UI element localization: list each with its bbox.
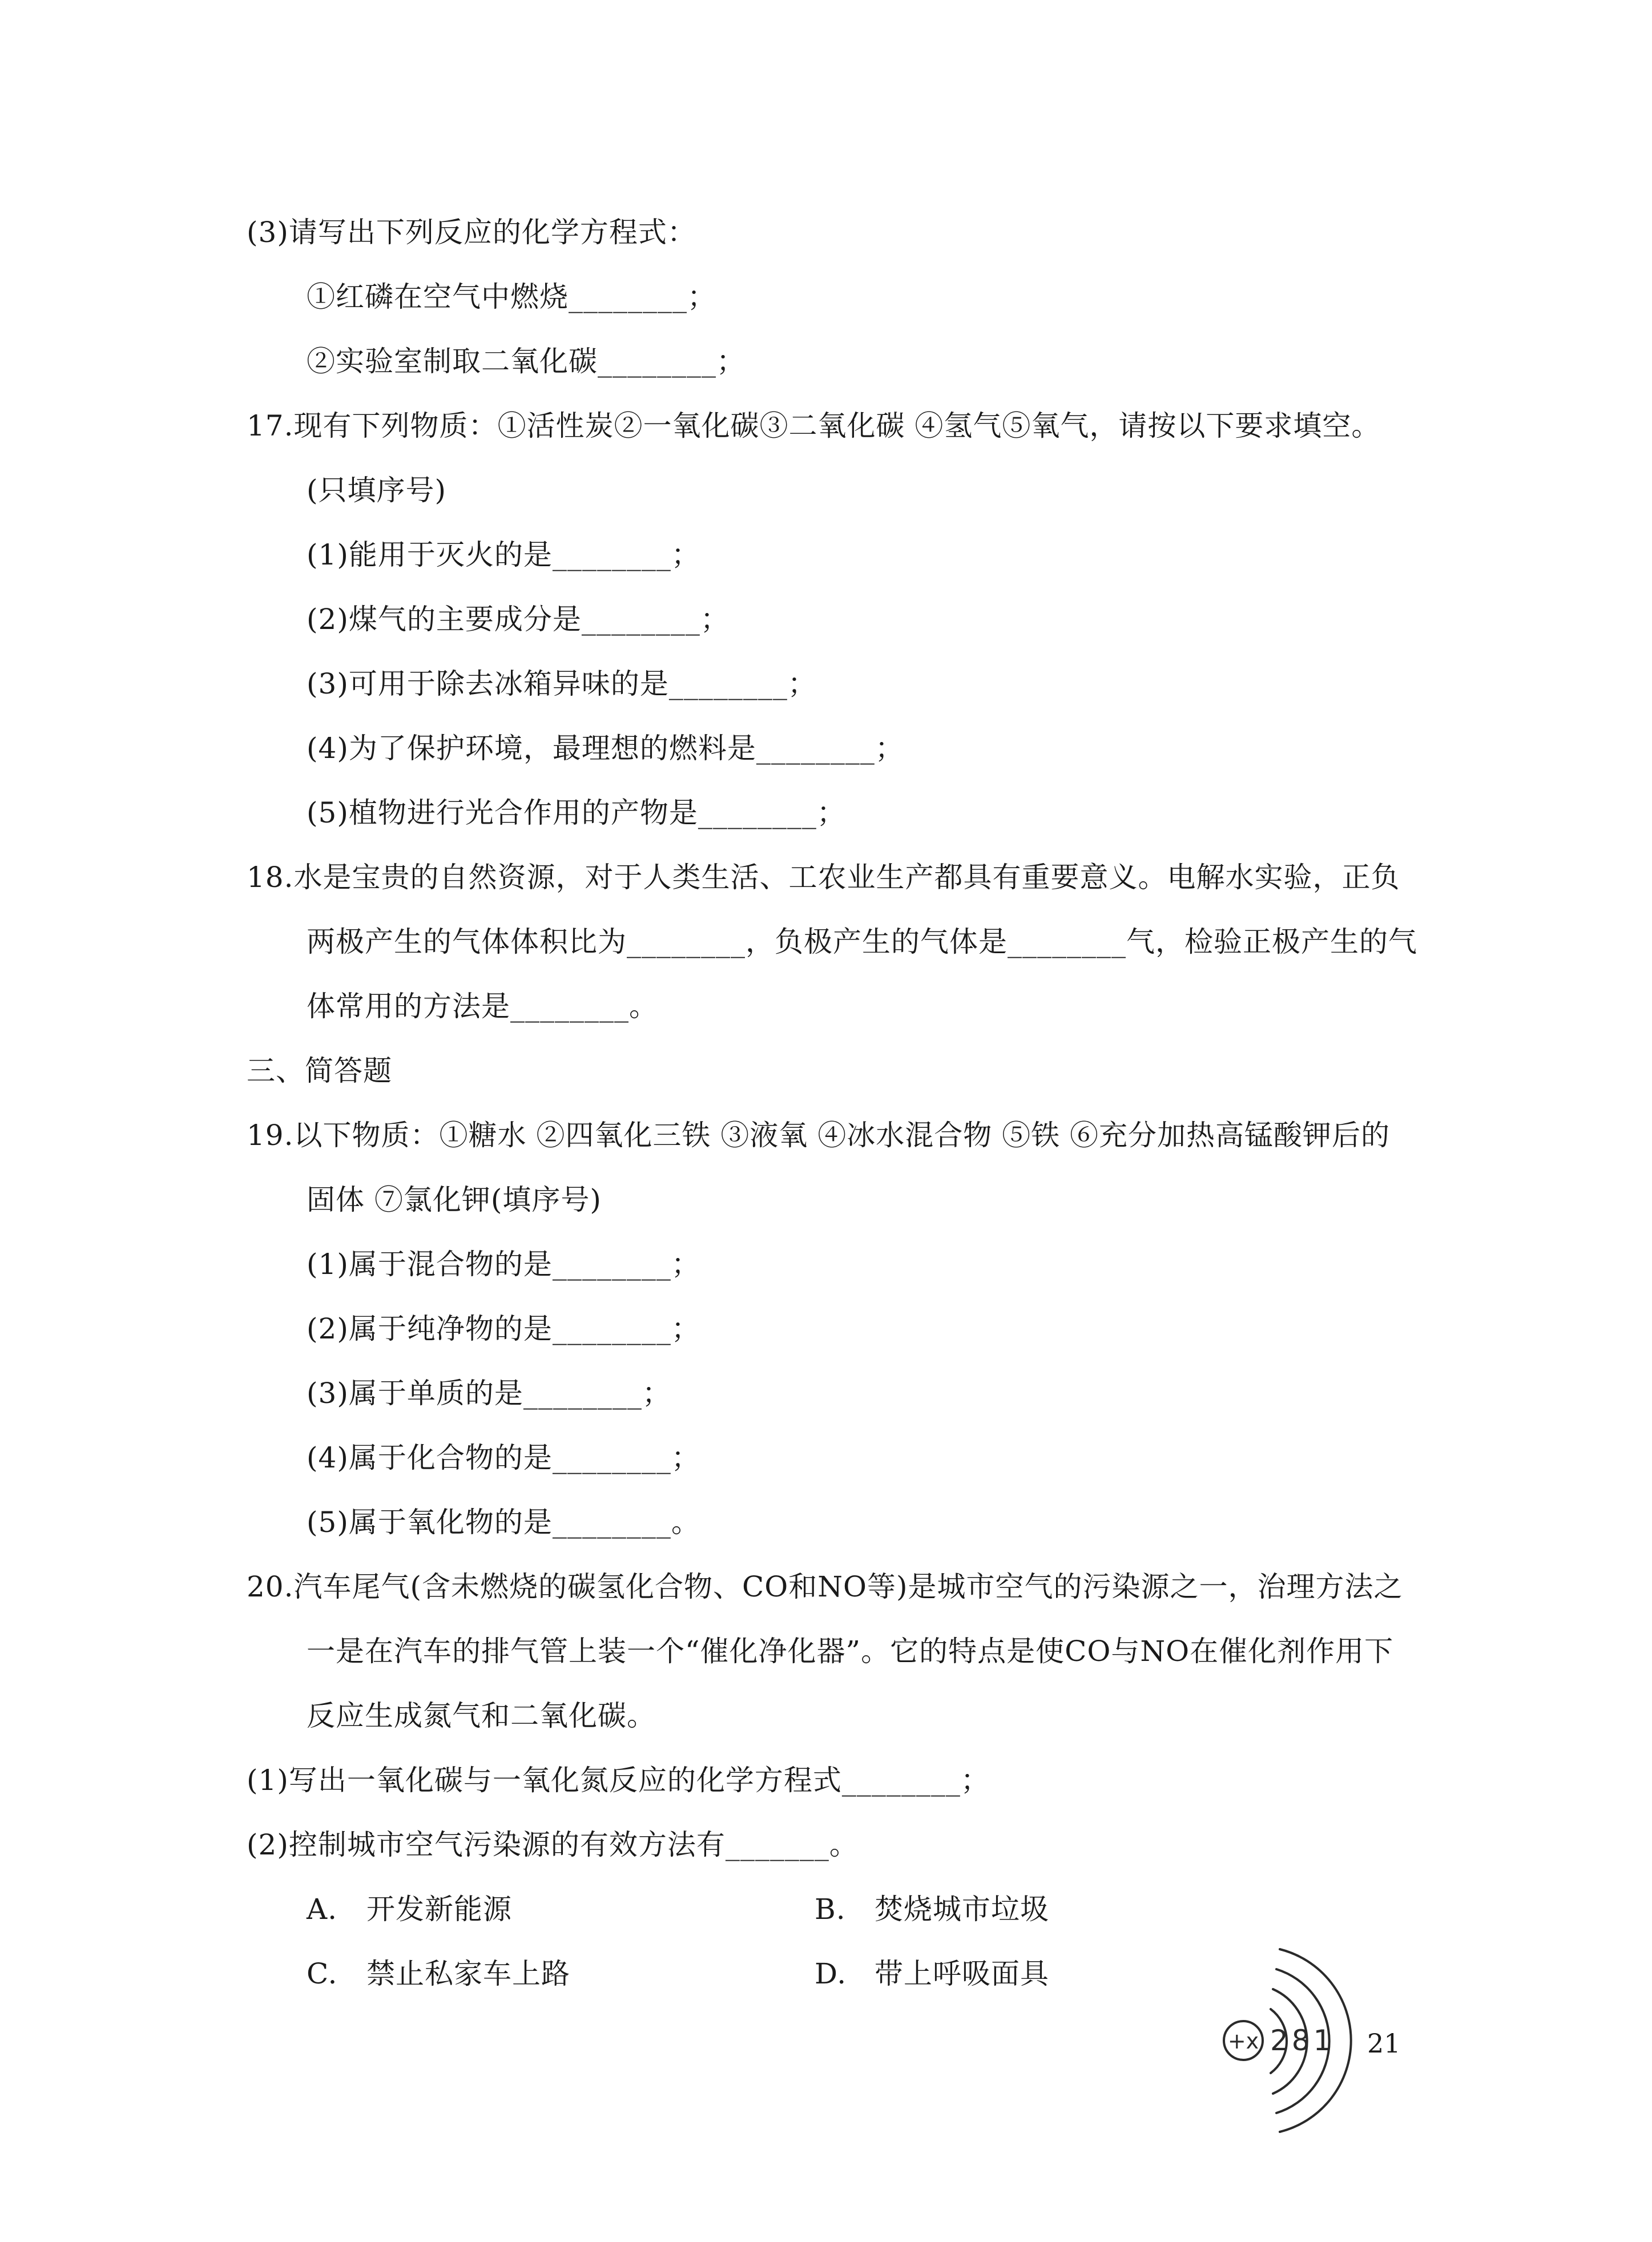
option-d-text: 带上呼吸面具	[875, 1957, 1049, 1990]
q17-2-blank: (2)煤气的主要成分是________；	[307, 603, 730, 636]
option-a-label: A.	[307, 1893, 338, 1926]
q19-stem: 19.以下物质：①糖水 ②四氧化三铁 ③液氧 ④冰水混合物 ⑤铁 ⑥充分加热高锰酸钾后的	[247, 1119, 1390, 1152]
option-d	[815, 1957, 1049, 1991]
q17-note: (只填序号)	[307, 474, 447, 507]
q18-line-3: 体常用的方法是________。	[307, 990, 658, 1023]
q20-line-3: 反应生成氮气和二氧化碳。	[307, 1699, 656, 1732]
option-d-label: D.	[815, 1957, 847, 1990]
q17-5-blank: (5)植物进行光合作用的产物是________；	[307, 796, 846, 829]
q20-2-blank: (2)控制城市空气污染源的有效方法有_______。	[247, 1828, 859, 1861]
q20-1-blank: (1)写出一氧化碳与一氧化氮反应的化学方程式________；	[247, 1764, 990, 1797]
q19-3-blank: (3)属于单质的是________；	[307, 1377, 671, 1410]
q17-4-blank: (4)为了保护环境，最理想的燃料是________；	[307, 732, 904, 765]
q19-5-blank: (5)属于氧化物的是________。	[307, 1506, 700, 1539]
option-b	[815, 1892, 1049, 1926]
q16-3-2-blank: ②实验室制取二氧化碳________；	[307, 345, 746, 378]
q20-line-2: 一是在汽车的排气管上装一个“催化净化器”。它的特点是使CO与NO在催化剂作用下	[307, 1635, 1394, 1668]
option-c-label: C.	[307, 1957, 338, 1990]
q19-4-blank: (4)属于化合物的是________；	[307, 1441, 700, 1474]
q17-stem: 17.现有下列物质：①活性炭②一氧化碳③二氧化碳 ④氢气⑤氧气，请按以下要求填空。	[247, 409, 1381, 442]
option-b-text: 焚烧城市垃圾	[875, 1893, 1049, 1926]
q16-3-prompt: (3)请写出下列反应的化学方程式：	[247, 216, 696, 249]
option-a-text: 开发新能源	[366, 1893, 512, 1926]
option-c	[307, 1957, 570, 1991]
section-heading: 三、简答题	[247, 1054, 392, 1087]
q16-3-1-blank: ①红磷在空气中燃烧________；	[307, 280, 716, 313]
option-a	[307, 1892, 512, 1926]
option-b-label: B.	[815, 1893, 846, 1926]
q19-1-blank: (1)属于混合物的是________；	[307, 1248, 700, 1281]
q17-1-blank: (1)能用于灭火的是________；	[307, 538, 700, 571]
q17-3-blank: (3)可用于除去冰箱异味的是________；	[307, 667, 817, 700]
option-c-text: 禁止私家车上路	[366, 1957, 570, 1990]
q18-stem: 18.水是宝贵的自然资源，对于人类生活、工农业生产都具有重要意义。电解水实验，正负	[247, 861, 1400, 894]
page-number: 21	[1367, 2028, 1401, 2059]
logo-badge-text: +x	[1227, 2029, 1259, 2054]
publisher-logo-icon	[1216, 1941, 1353, 2135]
q19-2-blank: (2)属于纯净物的是________；	[307, 1312, 700, 1345]
q18-line-2: 两极产生的气体体积比为________，负极产生的气体是________气，检验正极产生的气	[307, 925, 1417, 958]
q19-line-2: 固体 ⑦氯化钾(填序号)	[307, 1183, 602, 1216]
logo-digits: 281	[1270, 2024, 1335, 2057]
q20-stem: 20.汽车尾气(含未燃烧的碳氢化合物、CO和NO等)是城市空气的污染源之一，治理方法之	[247, 1570, 1403, 1603]
